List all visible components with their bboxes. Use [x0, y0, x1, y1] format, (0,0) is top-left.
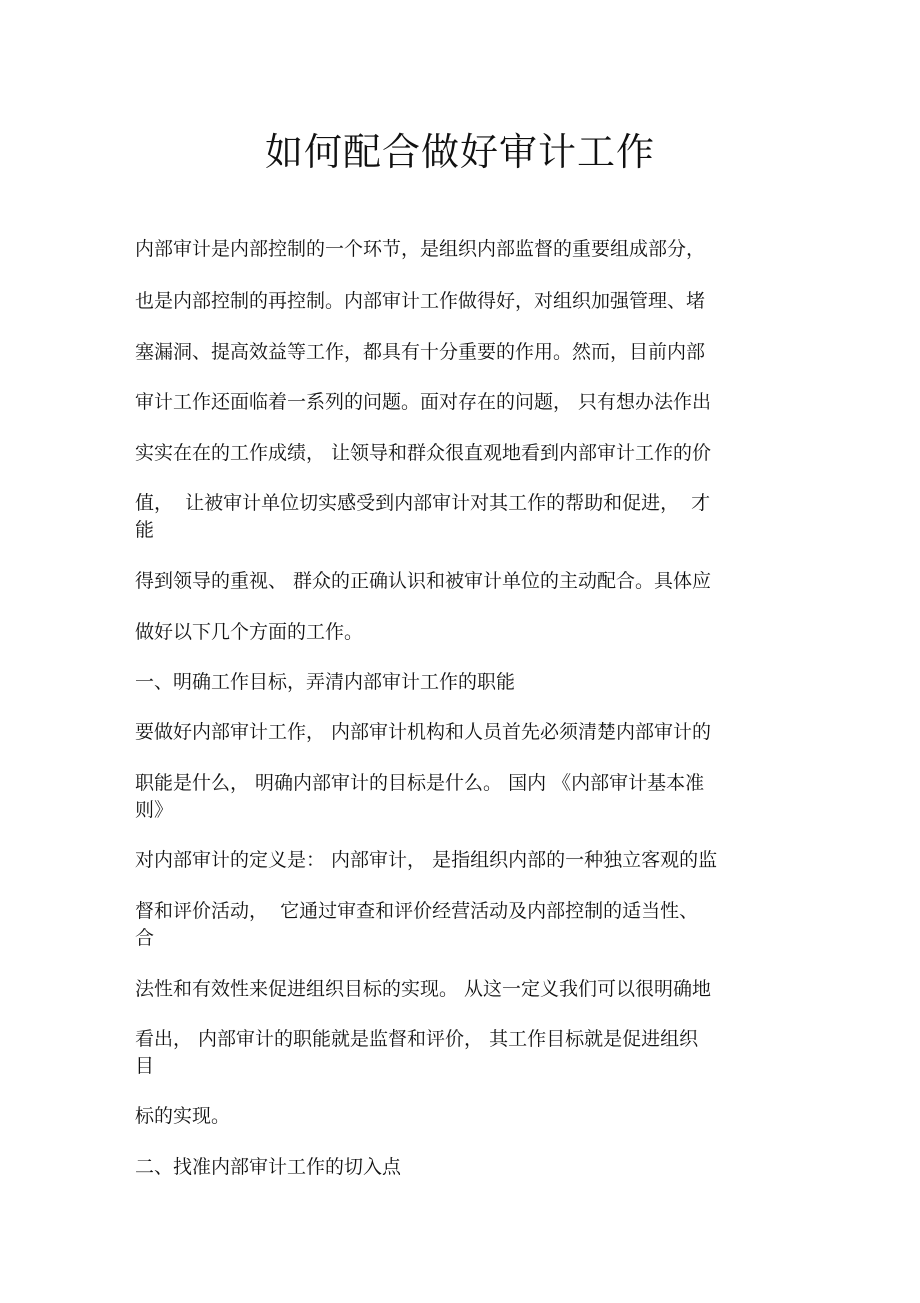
paragraph-line: 值， 让被审计单位切实感受到内部审计对其工作的帮助和促进， 才 — [135, 492, 711, 514]
paragraph-line-wrap: 合 — [135, 927, 155, 949]
paragraph-line: 实实在在的工作成绩， 让领导和群众很直观地看到内部审计工作的价 — [135, 442, 712, 464]
paragraph-line: 标的实现。 — [135, 1105, 231, 1127]
paragraph-line-wrap: 能 — [135, 519, 155, 541]
paragraph-line-wrap: 目 — [135, 1055, 155, 1077]
paragraph-line-wrap: 则》 — [135, 799, 174, 821]
document-title: 如何配合做好审计工作 — [264, 130, 655, 174]
paragraph-line: 内部审计是内部控制的一个环节，是组织内部监督的重要组成部分， — [135, 238, 706, 260]
paragraph-line: 督和评价活动， 它通过审查和评价经营活动及内部控制的适当性、 — [135, 900, 699, 922]
paragraph-line: 要做好内部审计工作， 内部审计机构和人员首先必须清楚内部审计的 — [135, 721, 712, 743]
paragraph-line: 审计工作还面临着一系列的问题。面对存在的问题， 只有想办法作出 — [135, 391, 712, 413]
paragraph-line: 对内部审计的定义是： 内部审计， 是指组织内部的一种独立客观的监 — [135, 849, 718, 871]
section-heading: 二、找准内部审计工作的切入点 — [135, 1156, 402, 1178]
paragraph-line: 塞漏洞、提高效益等工作，都具有十分重要的作用。然而，目前内部 — [135, 341, 706, 363]
paragraph-line: 法性和有效性来促进组织目标的实现。 从这一定义我们可以很明确地 — [135, 978, 712, 1000]
section-heading: 一、明确工作目标，弄清内部审计工作的职能 — [135, 671, 516, 693]
paragraph-line: 看出， 内部审计的职能就是监督和评价， 其工作目标就是促进组织 — [135, 1028, 699, 1050]
paragraph-line: 得到领导的重视、 群众的正确认识和被审计单位的主动配合。具体应 — [135, 570, 712, 592]
paragraph-line: 做好以下几个方面的工作。 — [135, 621, 364, 643]
paragraph-line: 也是内部控制的再控制。内部审计工作做得好，对组织加强管理、堵 — [135, 290, 706, 312]
paragraph-line: 职能是什么， 明确内部审计的目标是什么。 国内 《内部审计基本准 — [135, 772, 705, 794]
